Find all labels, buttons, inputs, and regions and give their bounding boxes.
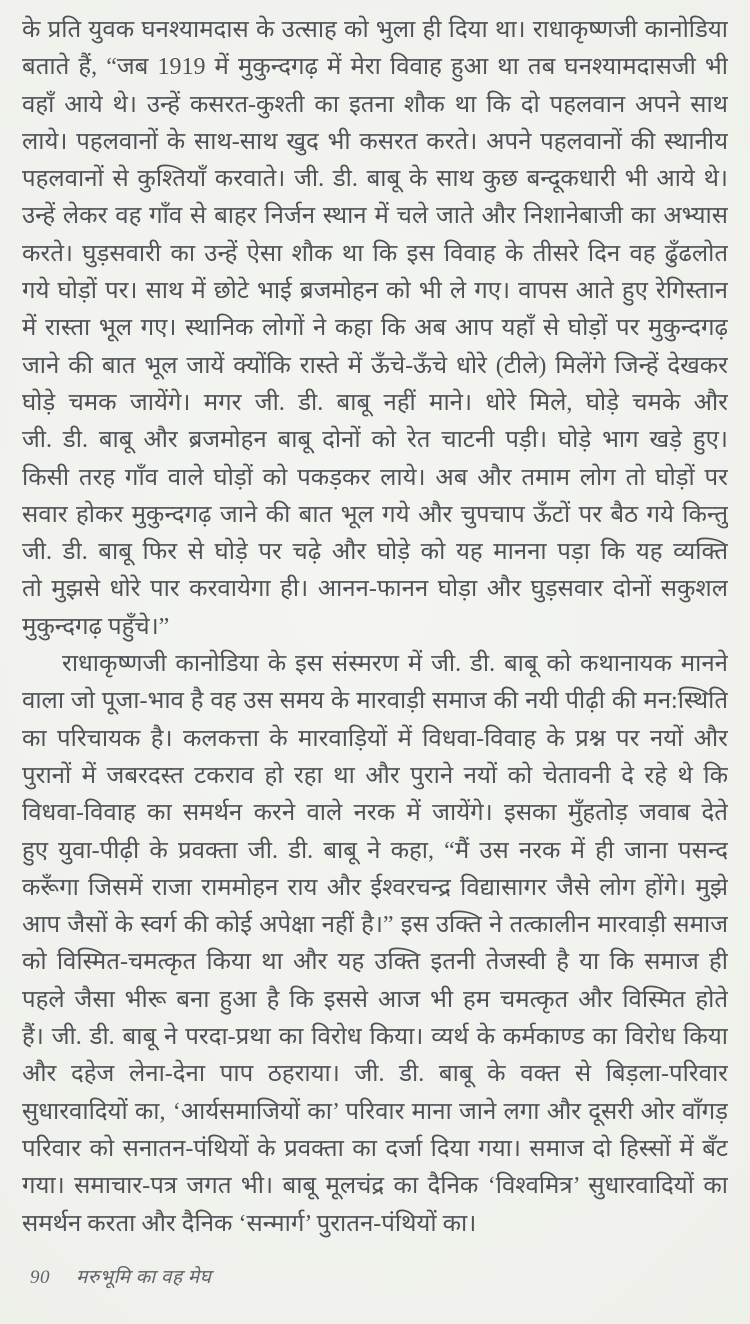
text-line: हुए युवा-पीढ़ी के प्रवक्ता जी. डी. बाबू ने कहा, “मैं उस नरक में ही जाना पसन्द <box>22 837 728 864</box>
text-line: और दहेज लेना-देना पाप ठहराया। जी. डी. बाबू के वक्त से बिड़ला-परिवार <box>22 1061 728 1088</box>
text-line: राधाकृष्णजी कानोडिया के इस संस्मरण में जी. डी. बाबू को कथानायक मानने <box>62 651 728 678</box>
text-line: मुकुन्दगढ़ पहुँचे।” <box>22 613 170 640</box>
text-line: के प्रति युवक घनश्यामदास के उत्साह को भुला ही दिया था। राधाकृष्णजी कानोडिया <box>22 17 728 43</box>
text-line: में रास्ता भूल गए। स्थानिक लोगों ने कहा कि अब आप यहाँ से घोड़ों पर मुकुन्दगढ़ <box>22 315 728 342</box>
text-line: परिवार को सनातन-पंथियों के प्रवक्ता का दर्जा दिया गया। समाज दो हिस्सों में बँट <box>22 1135 728 1162</box>
text-line: किसी तरह गाँव वाले घोड़ों को पकड़कर लाये। अब और तमाम लोग तो घोड़ों पर <box>22 464 728 491</box>
text-line: विधवा-विवाह का समर्थन करने वाले नरक में जायेंगे। इसका मुँहतोड़ जवाब देते <box>22 800 728 827</box>
paragraph <box>22 12 728 646</box>
text-line: जी. डी. बाबू और ब्रजमोहन बाबू दोनों को रेत चाटनी पड़ी। घोड़े भाग खड़े हुए। <box>22 427 728 454</box>
text-line: वहाँ आये थे। उन्हें कसरत-कुश्ती का इतना शौक था कि दो पहलवान अपने साथ <box>22 91 728 118</box>
text-line: करूँगा जिसमें राजा राममोहन राय और ईश्वरचन्द्र विद्यासागर जैसे लोग होंगे। मुझे <box>22 874 728 901</box>
page-footer <box>30 1263 211 1289</box>
text-line: का परिचायक है। कलकत्ता के मारवाड़ियों में विधवा-विवाह के प्रश्न पर नयों और <box>22 725 728 752</box>
text-line: आप जैसों के स्वर्ग की कोई अपेक्षा नहीं है।” इस उक्ति ने तत्कालीन मारवाड़ी समाज <box>22 912 728 939</box>
text-line: जी. डी. बाबू फिर से घोड़े पर चढ़े और घोड़े को यह मानना पड़ा कि यह व्यक्ति <box>22 539 728 566</box>
text-line: उन्हें लेकर वह गाँव से बाहर निर्जन स्थान में चले जाते और निशानेबाजी का अभ्यास <box>22 203 728 230</box>
text-line: सुधारवादियों का, ‘आर्यसमाजियों का’ परिवार माना जाने लगा और दूसरी ओर वाँगड़ <box>22 1098 728 1125</box>
text-line: तो मुझसे धोरे पार करवायेगा ही। आनन-फानन घोड़ा और घुड़सवार दोनों सकुशल <box>22 576 728 603</box>
text-line: पहले जैसा भीरू बना हुआ है कि इससे आज भी हम चमत्कृत और विस्मित होते <box>22 986 728 1013</box>
text-line: पहलवानों से कुश्तियाँ करवाते। जी. डी. बाबू के साथ कुछ बन्दूकधारी भी आये थे। <box>22 166 728 193</box>
text-line: घोड़े चमक जायेंगे। मगर जी. डी. बाबू नहीं माने। धोरे मिले, घोड़े चमके और <box>22 389 728 416</box>
text-line: सवार होकर मुकुन्दगढ़ जाने की बात भूल गये और चुपचाप ऊँटों पर बैठ गये किन्तु <box>22 501 728 528</box>
text-line: पुरानों में जबरदस्त टकराव हो रहा था और पुराने नयों को चेतावनी दे रहे थे कि <box>22 762 728 789</box>
text-line: करते। घुड़सवारी का उन्हें ऐसा शौक था कि इस विवाह के तीसरे दिन वह ढुँढलोत <box>22 240 728 267</box>
text-line: गया। समाचार-पत्र जगत भी। बाबू मूलचंद्र का दैनिक ‘विश्वमित्र’ सुधारवादियों का <box>22 1173 728 1200</box>
text-line: वाला जो पूजा-भाव है वह उस समय के मारवाड़ी समाज की नयी पीढ़ी की मन:स्थिति <box>22 688 728 715</box>
book-title: मरुभूमि का वह मेघ <box>76 1267 212 1288</box>
text-line: जाने की बात भूल जायें क्योंकि रास्ते में ऊँचे-ऊँचे धोरे (टीले) मिलेंगे जिन्हें देखकर <box>22 352 728 379</box>
page-number: 90 <box>30 1267 50 1288</box>
text-line: हैं। जी. डी. बाबू ने परदा-प्रथा का विरोध किया। व्यर्थ के कर्मकाण्ड का विरोध किया <box>22 1024 728 1051</box>
text-line: बताते हैं, “जब 1919 में मुकुन्दगढ़ में मेरा विवाह हुआ था तब घनश्यामदासजी भी <box>22 54 728 81</box>
text-line: समर्थन करता और दैनिक ‘सन्मार्ग’ पुरातन-पंथियों का। <box>22 1210 477 1237</box>
text-line: गये घोड़ों पर। साथ में छोटे भाई ब्रजमोहन को भी ले गए। वापस आते हुए रेगिस्तान <box>22 278 728 305</box>
text-block <box>22 12 728 1243</box>
text-line: को विस्मित-चमत्कृत किया था और यह उक्ति इतनी तेजस्वी है या कि समाज ही <box>22 949 728 976</box>
text-line: लाये। पहलवानों के साथ-साथ खुद भी कसरत करते। अपने पहलवानों की स्थानीय <box>22 128 728 155</box>
paragraph <box>22 646 728 1243</box>
